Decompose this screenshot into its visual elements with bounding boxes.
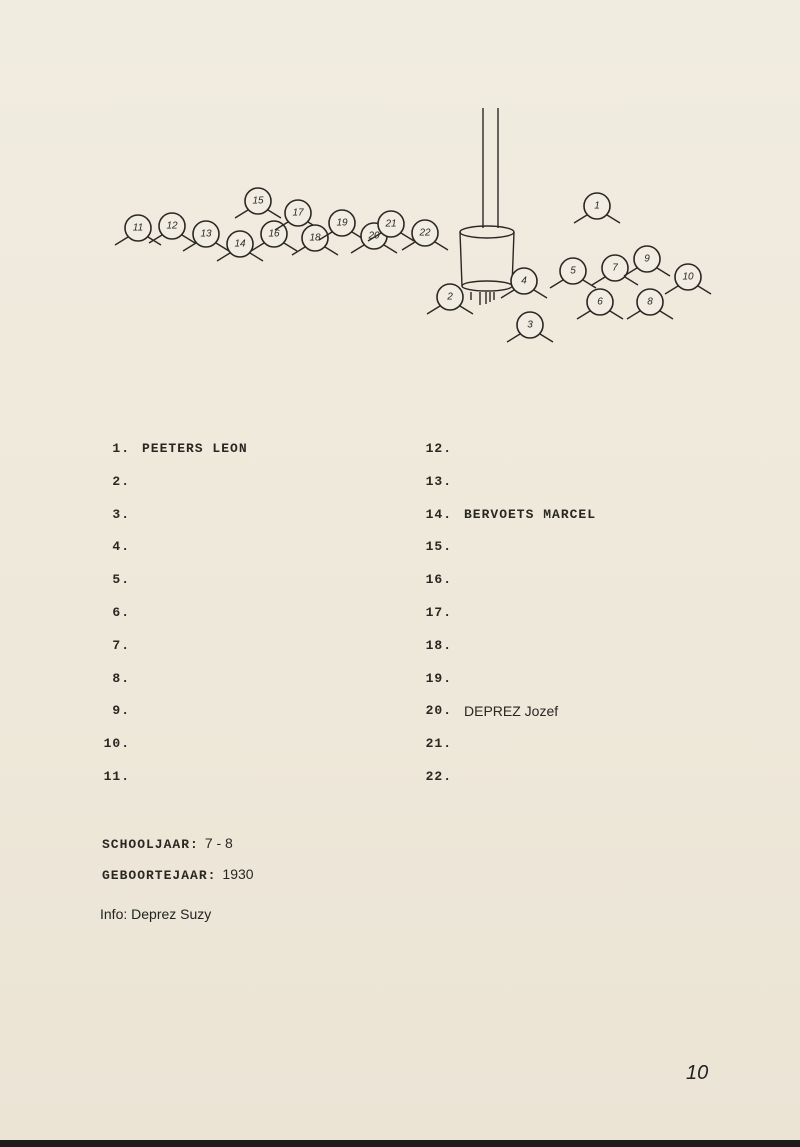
row-number: 10. [103,736,130,752]
list-row [98,734,130,754]
seat-14 [217,231,263,261]
seat-number: 19 [336,217,348,229]
seat-number: 7 [612,262,618,274]
monument-drawing [460,108,514,305]
seat-1 [574,193,620,223]
seat-22 [402,220,448,250]
list-row [98,603,130,623]
seat-number: 16 [268,228,280,240]
list-row [98,505,130,525]
seat-5 [550,258,596,288]
list-row [98,537,130,557]
list-row [420,767,452,787]
list-row [98,472,130,492]
row-number: 3. [112,506,130,522]
row-number: 4. [112,539,130,555]
schooljaar-line [102,835,233,852]
seat-number: 20 [368,230,380,242]
schooljaar-label: SCHOOLJAAR: [102,837,199,852]
row-number: 17. [425,605,452,620]
page-number: 10 [686,1062,709,1084]
row-number: 20. [425,703,452,719]
seat-7 [592,255,638,285]
seat-13 [183,221,229,251]
seat-number: 15 [252,195,264,207]
seat-19 [319,210,365,240]
seat-number: 1 [594,200,600,212]
row-number: 11. [103,769,130,784]
geboortejaar-label: GEBOORTEJAAR: [102,868,217,883]
seating-sketch [0,0,800,400]
seat-3 [507,312,553,342]
seat-10 [665,264,711,294]
row-number: 2. [112,473,130,489]
seat-number: 12 [166,220,178,232]
row-number: 15. [425,539,452,555]
list-row [420,570,452,590]
list-row [420,603,452,623]
seat-number: 13 [200,228,212,240]
seat-6 [577,289,623,319]
row-number: 21. [425,736,452,752]
row-number: 9. [112,703,130,719]
list-row [98,767,130,787]
row-number: 14. [425,506,452,522]
geboortejaar-value: 1930 [222,866,254,882]
list-row [98,636,130,656]
info-note: Info: Deprez Suzy [100,906,212,922]
row-number: 8. [112,670,130,686]
list-row [420,472,452,492]
list-row [420,505,597,525]
list-row [420,537,452,557]
seat-number: 4 [521,275,527,287]
schooljaar-value: 7 - 8 [204,835,233,851]
list-row [420,734,452,754]
seat-number: 2 [447,291,453,303]
row-number: 16. [425,572,452,588]
list-row [420,636,452,656]
seat-number: 14 [234,238,246,250]
seat-number: 9 [644,253,650,265]
row-number: 19. [425,670,452,686]
geboortejaar-line [102,866,254,883]
seat-15 [235,188,281,218]
seat-number: 3 [527,319,533,331]
row-number: 1. [112,441,130,456]
seat-number: 18 [309,232,321,244]
row-number: 5. [112,572,130,588]
seat-number: 17 [292,207,304,219]
row-name: DEPREZ Jozef [464,703,559,720]
row-name: PEETERS LEON [142,441,248,456]
seat-number: 5 [570,265,576,277]
list-row [420,701,559,721]
list-row [420,439,452,459]
list-row [98,439,248,459]
seat-number: 21 [385,218,397,230]
list-row [98,701,130,721]
page-edge [0,1140,800,1147]
seat-16 [251,221,297,251]
row-number: 12. [425,441,452,456]
row-name: BERVOETS MARCEL [464,506,597,522]
list-row [98,669,130,689]
seat-9 [624,246,670,276]
seat-number: 22 [419,227,431,239]
seat-number: 8 [647,296,653,308]
row-number: 6. [112,605,130,620]
row-number: 18. [425,637,452,653]
seat-12 [149,213,195,243]
seat-number: 11 [132,222,144,234]
row-number: 22. [425,769,452,784]
list-row [420,669,452,689]
seat-number: 10 [682,271,694,283]
seat-number: 6 [597,296,603,308]
row-number: 7. [112,637,130,653]
row-number: 13. [425,473,452,489]
list-row [98,570,130,590]
